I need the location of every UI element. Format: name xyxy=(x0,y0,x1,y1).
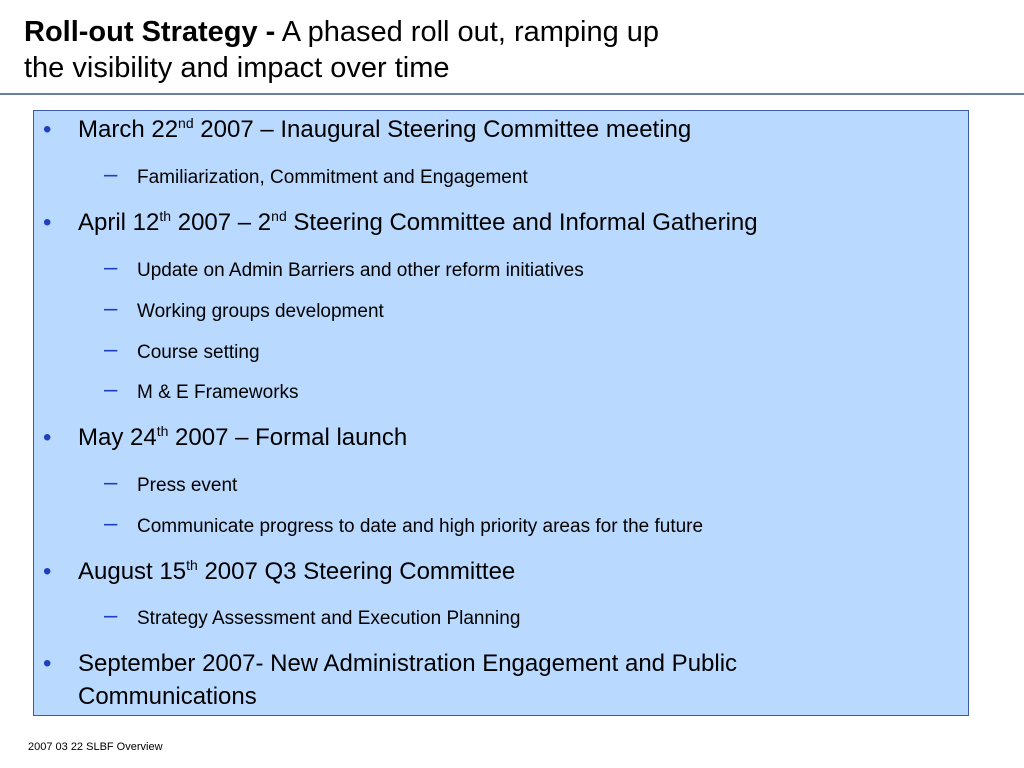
bullet-item-may xyxy=(43,421,926,454)
sub-item xyxy=(104,469,924,498)
sub-item-text: Working groups development xyxy=(137,301,384,322)
bullet-icon: • xyxy=(43,424,52,451)
sub-item xyxy=(104,161,924,190)
bullet-item-march xyxy=(43,113,926,146)
sub-item-text: Communicate progress to date and high priority areas for the future xyxy=(137,516,704,537)
sub-item-text: Course setting xyxy=(137,342,260,363)
sub-item xyxy=(104,510,924,539)
bullet-item-september xyxy=(43,647,926,713)
bullet-icon: • xyxy=(43,116,52,143)
dash-icon: – xyxy=(104,336,118,363)
bullet-icon: • xyxy=(43,558,52,585)
sub-item-text: Update on Admin Barriers and other reform initiatives xyxy=(137,260,584,281)
dash-icon: – xyxy=(104,295,118,322)
bullet-text: August 15th 2007 Q3 Steering Committee xyxy=(78,557,516,585)
bullet-text: May 24th 2007 – Formal launch xyxy=(78,423,408,451)
footer-label: 2007 03 22 SLBF Overview xyxy=(28,741,163,753)
sub-item-text: Strategy Assessment and Execution Planning xyxy=(137,608,521,629)
title-line1-rest: A phased roll out, ramping up xyxy=(275,16,660,48)
title-line2: the visibility and impact over time xyxy=(24,52,450,84)
bullet-item-august xyxy=(43,555,926,588)
sub-item xyxy=(104,376,924,405)
bullet-text: March 22nd 2007 – Inaugural Steering Committee meeting xyxy=(78,115,692,143)
sub-item xyxy=(104,295,924,324)
dash-icon: – xyxy=(104,510,118,537)
dash-icon: – xyxy=(104,376,118,403)
sub-item-text: Familiarization, Commitment and Engagement xyxy=(137,167,528,188)
title-divider xyxy=(0,93,1024,95)
bullet-item-april xyxy=(43,206,926,239)
slide-title xyxy=(24,14,984,86)
title-bold-part: Roll-out Strategy - xyxy=(24,16,276,48)
bullet-icon: • xyxy=(43,209,52,236)
dash-icon: – xyxy=(104,161,118,188)
sub-item xyxy=(104,602,924,631)
bullet-icon: • xyxy=(43,650,52,677)
dash-icon: – xyxy=(104,254,118,281)
sub-item-text: Press event xyxy=(137,475,238,496)
sub-item xyxy=(104,336,924,365)
sub-item xyxy=(104,254,924,283)
dash-icon: – xyxy=(104,602,118,629)
bullet-text: April 12th 2007 – 2nd Steering Committee and Informal Gathering xyxy=(78,208,758,236)
dash-icon: – xyxy=(104,469,118,496)
sub-item-text: M & E Frameworks xyxy=(137,382,299,403)
bullet-text: September 2007- New Administration Engagement and Public Communications xyxy=(78,650,738,710)
